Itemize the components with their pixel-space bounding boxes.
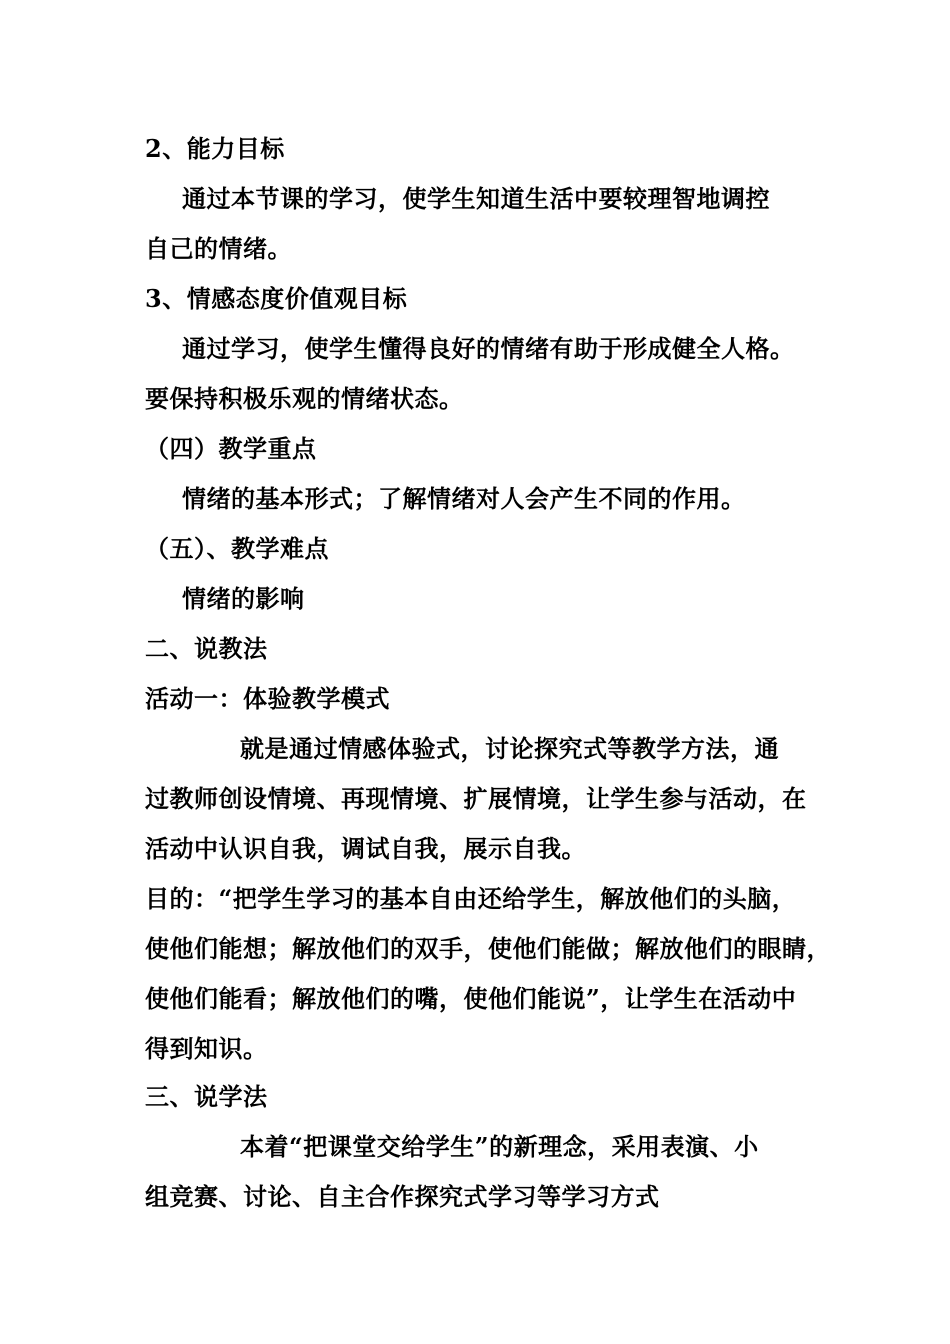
section-heading-emotion-goal: 3、情感态度价值观目标 bbox=[145, 284, 408, 313]
paragraph-line: 就是通过情感体验式，讨论探究式等教学方法，通 bbox=[240, 734, 779, 763]
section-heading-teaching-method: 二、说教法 bbox=[145, 634, 268, 663]
section-heading-ability-goal: 2、能力目标 bbox=[145, 134, 285, 163]
paragraph-line: 自己的情绪。 bbox=[145, 234, 292, 263]
paragraph-line: 要保持积极乐观的情绪状态。 bbox=[145, 384, 464, 413]
section-heading-activity-one: 活动一：体验教学模式 bbox=[145, 684, 390, 713]
paragraph-line: 使他们能看；解放他们的嘴，使他们能说”，让学生在活动中 bbox=[145, 984, 797, 1013]
paragraph-line: 通过学习，使学生懂得良好的情绪有助于形成健全人格。 bbox=[182, 334, 795, 363]
paragraph-line: 本着“把课堂交给学生”的新理念，采用表演、小 bbox=[240, 1132, 759, 1161]
paragraph-line: 情绪的影响 bbox=[182, 584, 305, 613]
section-heading-key-points: （四）教学重点 bbox=[145, 434, 317, 463]
section-heading-difficulties: （五）、教学难点 bbox=[145, 534, 329, 563]
paragraph-line: 情绪的基本形式；了解情绪对人会产生不同的作用。 bbox=[182, 484, 746, 513]
paragraph-line: 过教师创设情境、再现情境、扩展情境，让学生参与活动，在 bbox=[145, 784, 807, 813]
paragraph-line: 组竞赛、讨论、自主合作探究式学习等学习方式 bbox=[145, 1182, 660, 1211]
paragraph-line: 目的：“把学生学习的基本自由还给学生，解放他们的头脑， bbox=[145, 884, 797, 913]
paragraph-line: 使他们能想；解放他们的双手，使他们能做；解放他们的眼睛， bbox=[145, 934, 831, 963]
paragraph-line: 得到知识。 bbox=[145, 1034, 268, 1063]
section-heading-learning-method: 三、说学法 bbox=[145, 1082, 268, 1111]
paragraph-line: 通过本节课的学习，使学生知道生活中要较理智地调控 bbox=[182, 184, 770, 213]
paragraph-line: 活动中认识自我，调试自我，展示自我。 bbox=[145, 834, 586, 863]
